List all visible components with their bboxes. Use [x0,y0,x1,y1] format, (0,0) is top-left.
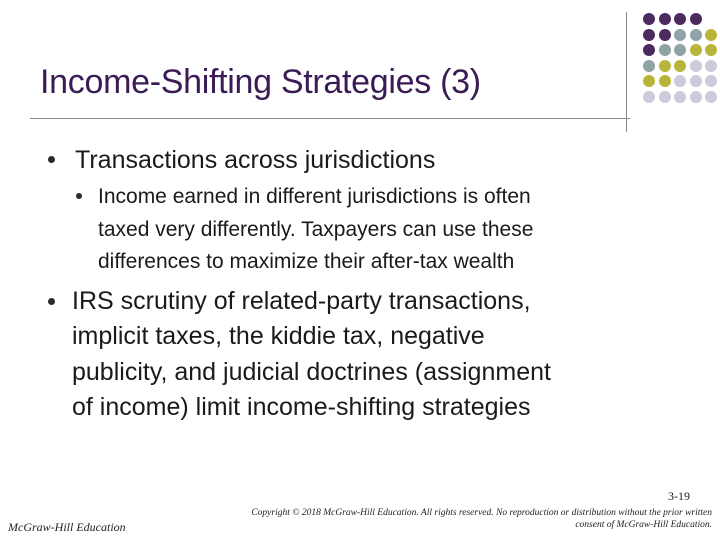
decorative-dot [690,29,702,41]
sub-bullet-line: differences to maximize their after-tax wealth [98,250,515,273]
decorative-dot [643,91,655,103]
publisher-label: McGraw-Hill Education [8,520,126,534]
decorative-dot [674,91,686,103]
decorative-dot [659,75,671,87]
sub-bullet-line: taxed very differently. Taxpayers can use these [98,218,534,241]
slide-number: 3-19 [668,489,690,503]
decorative-dot [643,44,655,56]
decorative-dot [705,44,717,56]
decorative-dot [705,60,717,72]
decorative-dot [643,13,655,25]
decorative-dot [659,60,671,72]
bullet-dot [48,156,55,163]
decorative-dot [690,75,702,87]
bullet-line: publicity, and judicial doctrines (assignment [72,358,551,386]
sub-bullet-line: Income earned in different jurisdictions is often [98,185,531,208]
bullet-line: of income) limit income-shifting strategies [72,393,531,421]
decorative-dot [690,91,702,103]
decorative-dot [643,29,655,41]
copyright-notice [192,507,712,531]
decorative-dot [674,60,686,72]
sub-bullet-dot [76,193,82,199]
decorative-dot [659,44,671,56]
decorative-dot [690,60,702,72]
slide-title: Income-Shifting Strategies (3) [40,63,481,101]
decorative-dot [690,44,702,56]
decorative-dot [643,60,655,72]
copyright-line: Copyright © 2018 McGraw-Hill Education. All rights reserved. No reproduction or distribution without the prior written [251,508,712,518]
decorative-dot [690,13,702,25]
decorative-dot [643,75,655,87]
decorative-dot [674,75,686,87]
bullet-line: IRS scrutiny of related-party transactions, [72,287,531,315]
bullet-dot [48,298,55,305]
bullet-text: Transactions across jurisdictions [75,146,436,174]
decorative-dot [674,29,686,41]
copyright-line: consent of McGraw-Hill Education. [575,520,712,530]
title-underline [30,118,630,119]
bullet-line: implicit taxes, the kiddie tax, negative [72,322,485,350]
decorative-dot [659,29,671,41]
decorative-dot [659,13,671,25]
decorative-dot [674,13,686,25]
decorative-dot [705,75,717,87]
decorative-dot [705,29,717,41]
decorative-dot [674,44,686,56]
vertical-divider [626,12,627,132]
decorative-dot [705,91,717,103]
decorative-dot [659,91,671,103]
